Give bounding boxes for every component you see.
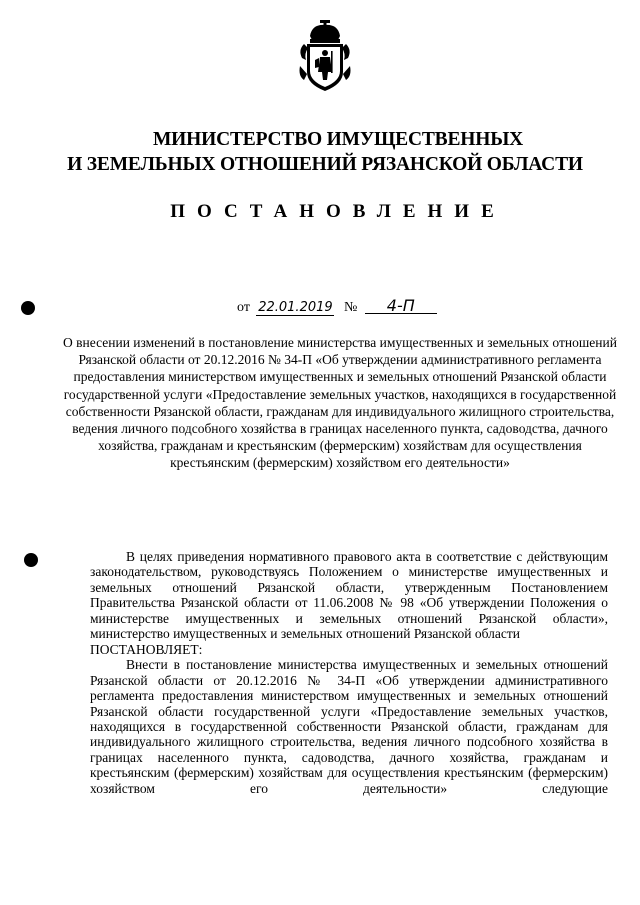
ministry-name-line-2: И ЗЕМЕЛЬНЫХ ОТНОШЕНИЙ РЯЗАНСКОЙ ОБЛАСТИ [67, 154, 583, 175]
resolves-heading: ПОСТАНОВЛЯЕТ: [90, 641, 203, 657]
document-number: 4-П [365, 298, 437, 314]
ministry-name-line-1: МИНИСТЕРСТВО ИМУЩЕСТВЕННЫХ [152, 129, 524, 150]
date-from-label: от [237, 300, 250, 315]
punch-hole-mark [21, 301, 35, 315]
number-sign-label: № [343, 300, 358, 315]
coat-of-arms-icon [298, 20, 352, 94]
document-date: 22.01.2019 [258, 300, 333, 315]
punch-hole-mark [24, 553, 38, 567]
date-number-line [237, 298, 437, 316]
body-paragraph: В целях приведения нормативного правового акта в соответствие с действующим законодательством, руководствуясь Положением о министерстве имущественных и земельных отношений Рязанской области, утвержденным Постановлением Правительства Рязанской области от 11.06.2008 № 98 «Об утверждении Положения о министерстве имущественных и земельных отношений Рязанской области», министерство имущественных и земельных отношений Рязанской области [90, 549, 608, 642]
document-type-title: ПОСТАНОВЛЕНИЕ [170, 201, 506, 222]
ministry-header [0, 127, 640, 177]
document-body [90, 549, 608, 796]
body-paragraph: Внести в постановление министерства имущественных и земельных отношений Рязанской области от 20.12.2016 № 34-П «Об утверждении административного регламента предоставления министерством имущественных и земельных отношений Рязанской области государственной услуги «Предоставление земельных участков, находящихся в государственной собственности Рязанской области, гражданам для индивидуального жилищного строительства, ведения личного подсобного хозяйства в границах населенного пункта, садоводства, дачного хозяйства, гражданам и крестьянским (фермерским) хозяйствам для осуществления крестьянским (фермерским) хозяйством его деятельности» следующие [90, 657, 608, 796]
document-subject: О внесении изменений в постановление министерства имущественных и земельных отношений Рязанской области от 20.12.2016 № 34-П «Об утверждении административного регламента предоставления министерством имущественных и земельных отношений Рязанской области государственной услуги «Предоставление земельных участков, находящихся в государственной собственности Рязанской области, гражданам для индивидуального жилищного строительства, ведения личного подсобного хозяйства в границах населенного пункта, садоводства, дачного хозяйства, гражданам и крестьянским (фермерским) хозяйствам для осуществления крестьянским (фермерским) хозяйством его деятельности» [63, 335, 617, 471]
